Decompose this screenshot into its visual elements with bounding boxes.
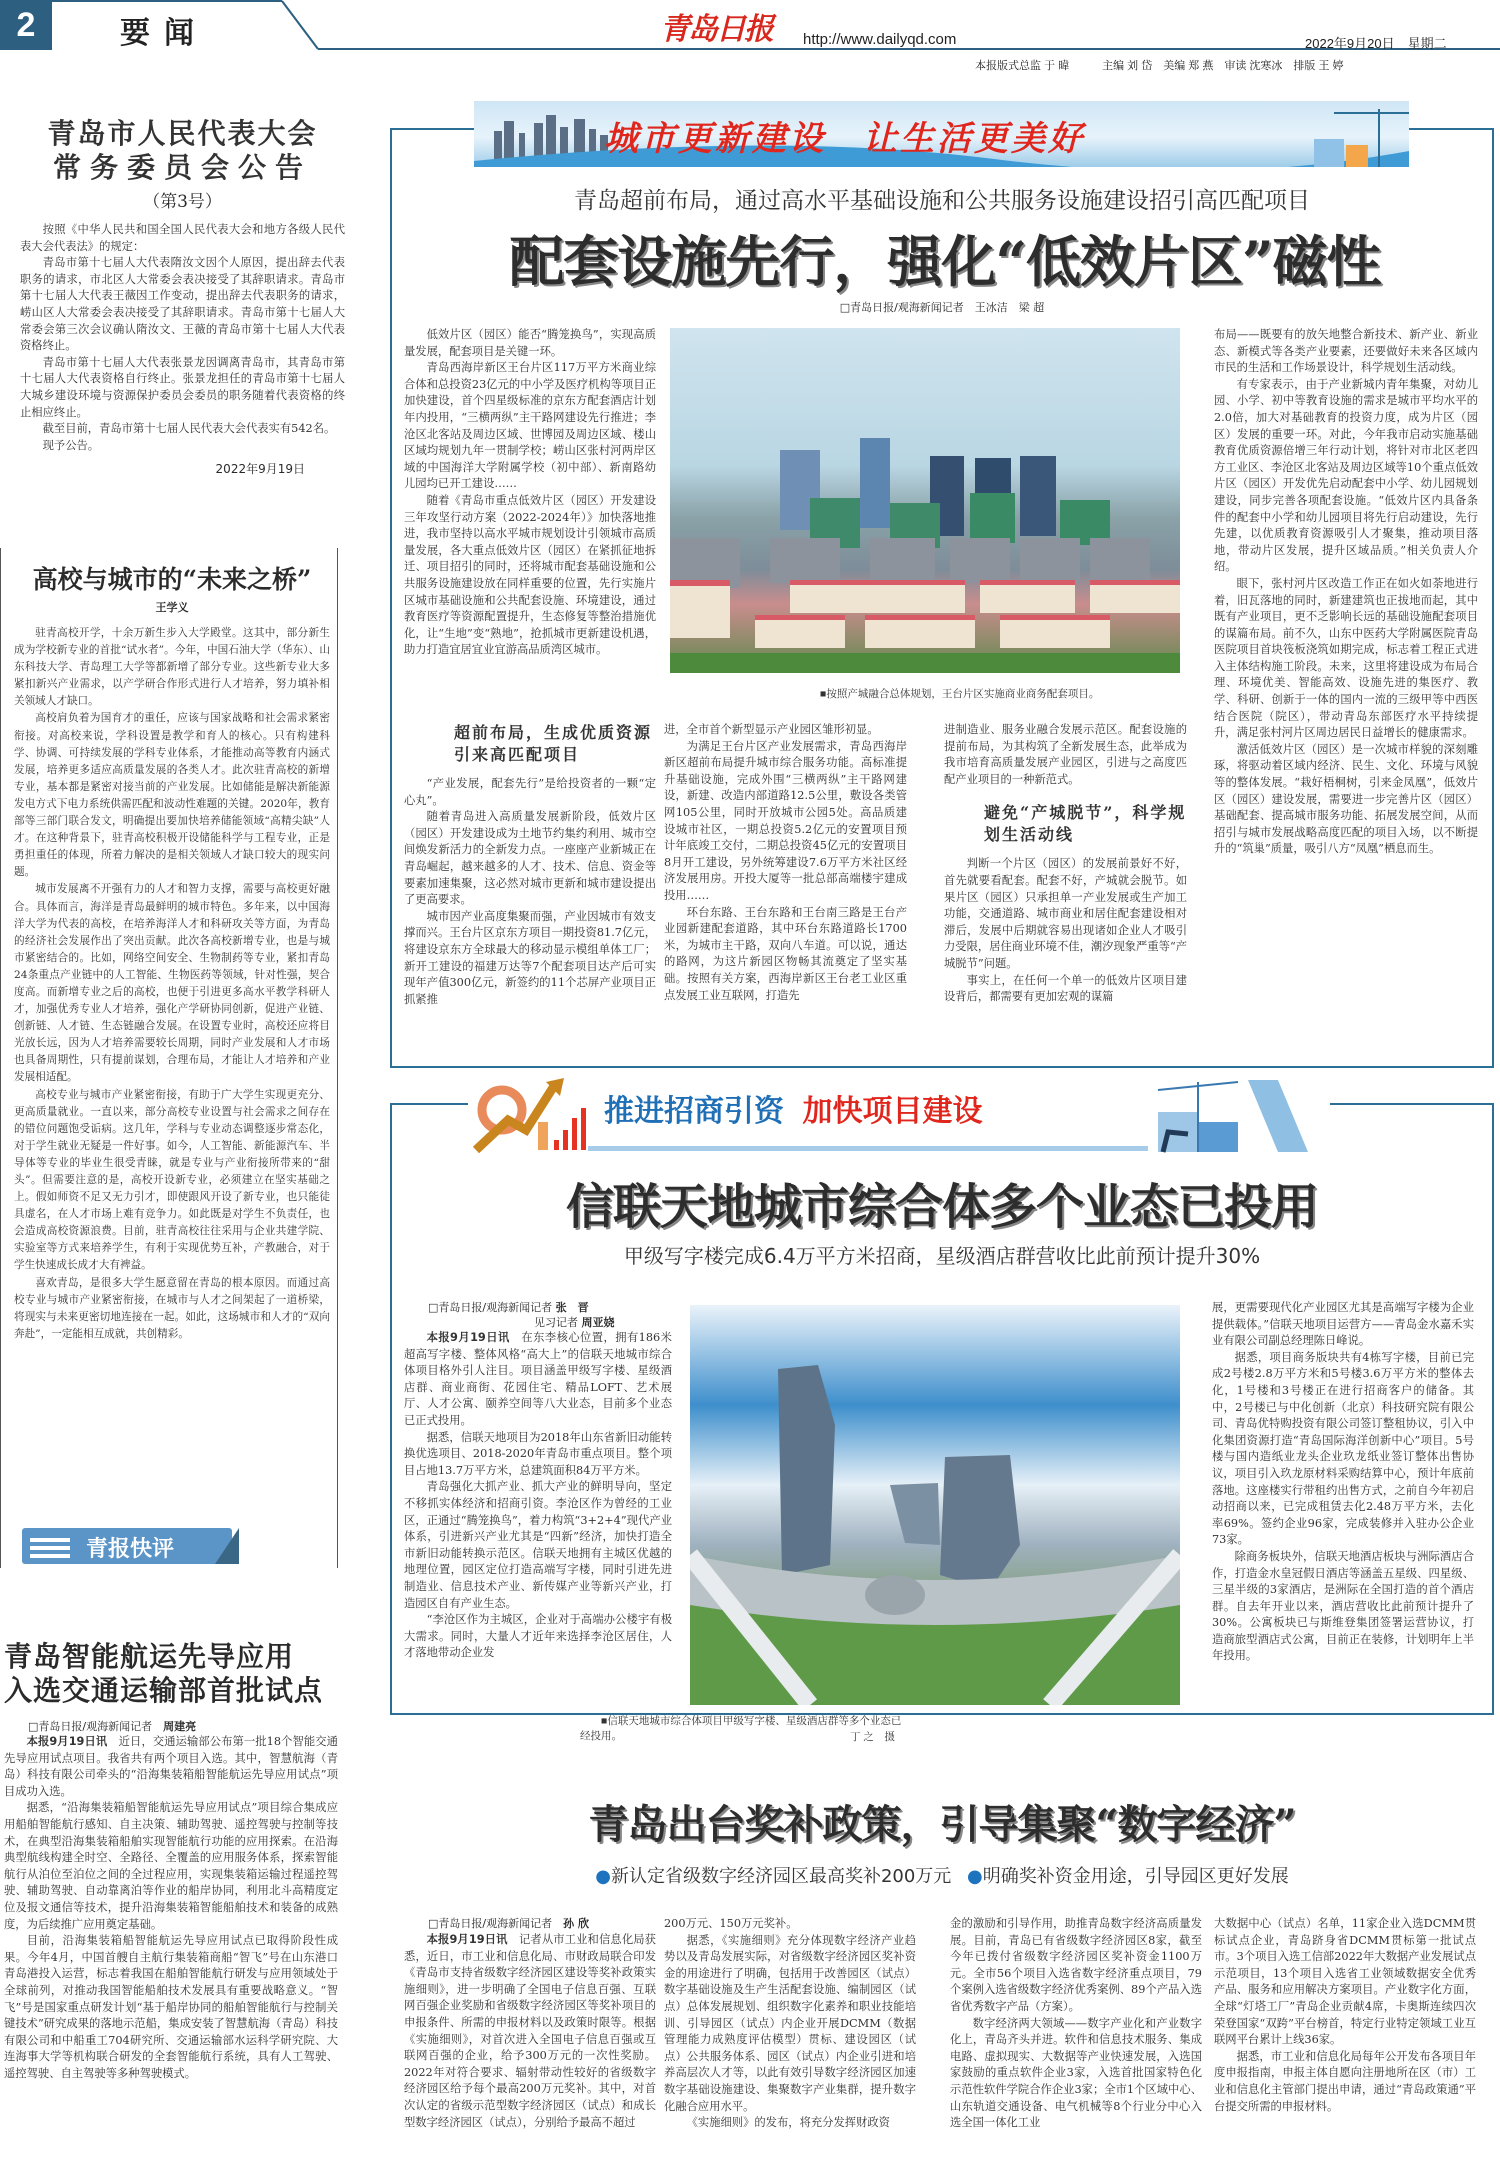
article1-paragraph: 激活低效片区（园区）是一次城市样貌的深刻雕琢，将驱动着区域内经济、民生、文化、环境与风貌等的整体发展。“栽好梧桐树，引来金凤凰”，低效片区（园区）建设发展，需要进一步完善片区（园区）基础配套、提高城市服务功能、拓展发展空间，从而招引与城市发展战略高度匹配的项目入场，以不断提升的“筑巢”质量，吸引八方“凤凰”栖息而生。	[1214, 742, 1478, 856]
article3-col2	[664, 1916, 916, 2132]
article3-bullets	[390, 1862, 1494, 1888]
byline-name: 周建亮	[163, 1720, 197, 1733]
article3-byline	[404, 1916, 656, 1932]
paragraph-text: 在东李核心位置，拥有186米超高写字楼、整体风格“高大上”的信联天地城市综合体项目格外引人注目。项目涵盖甲级写字楼、星级酒店群、商业商街、花园住宅、精品LOFT、艺术展厅、人才公寓、颐养空间等八大业态，目前多个业态已正式投用。	[404, 1331, 672, 1427]
article1-col4	[1214, 327, 1478, 858]
city-construction-image	[670, 328, 1180, 673]
article1-col2	[664, 722, 907, 1004]
article1-paragraph: “产业发展，配套先行”是给投资者的一颗“定心丸”。	[404, 777, 656, 807]
byline-name: 孙 欣	[563, 1917, 589, 1930]
article2-paragraph: 据悉，项目商务版块共有4栋写字楼，目前已完成2号楼2.8万平方米和5号楼3.6万平方米的整体去化，1号楼和3号楼正在进行招商客户的储备。其中，2号楼已与中化创新（北京）科技研究院有限公司、青岛优特购投资有限公司签订整租协议，引入中化集团资源打造“青岛国际海洋创新中心”项目。5号楼与国内造纸业龙头企业玖龙纸业签订整体出售协议，项目引入玖龙原材料采购结算中心，预计年底前落地。这座楼实行带租约出售方式，之前自今年初启动招商以来，已完成租赁去化2.48万平方米，去化率69%。签约企业96家，完成装修并入驻办公企业73家。	[1212, 1350, 1474, 1547]
article3-paragraph: 200万元、150万元奖补。	[664, 1917, 798, 1930]
notice-number: （第3号）	[143, 192, 222, 212]
article2-photo	[690, 1305, 1180, 1705]
issue-date: 2022年9月20日 星期二	[1305, 36, 1447, 51]
notice-paragraph: 青岛市第十七届人大代表隋汝文因个人原因，提出辞去代表职务的请求，市北区人大常委会表决接受了其辞职请求。青岛市第十七届人大代表王薇因工作变动，提出辞去代表职务的请求，崂山区人大常委会表决接受了其辞职请求。青岛市第十七届人大常委会第三次会议确认隋汝文、王薇的青岛市第十七届人大代表资格终止。	[20, 256, 345, 353]
article1-kicker: 青岛超前布局，通过高水平基础设施和公共服务设施建设招引高匹配项目	[574, 188, 1310, 214]
commentary-paragraph: 高校专业与城市产业紧密衔接，有助于广大学生实现更充分、更高质量就业。一直以来，部分高校专业设置与社会需求之间存在的错位问题饱受诟病。这几年，学科与专业动态调整逐步常态化，对于学生就业无疑是一件好事。如今，人工智能、新能源汽车、半导体等专业的毕业生很受青睐，就是专业与产业衔接所带来的“甜头”。但需要注意的是，高校开设新专业，必须建立在坚实基础之上。假如师资不足又无力引才，即使跟风开设了新专业，也只能徒具虚名，在人才市场上难有竞争力。如此既是对学生不负责任，也会造成高校资源浪费。目前，驻青高校往往采用与企业共建学院、实验室等方式来培养学生，有利于实现优势互补，产教融合，对于学生快速成长成才大有裨益。	[14, 1088, 330, 1272]
article2-paragraph: “李沧区作为主城区，企业对于高端办公楼宇有极大需求。同时，大量人才近年来选择李沧区居住，人才落地带动企业发	[404, 1613, 672, 1660]
column-badge	[22, 1528, 232, 1564]
article1-paragraph: 青岛西海岸新区王台片区117万平方米商业综合体和总投资23亿元的中小学及医疗机构等项目正加快建设，首个四星级标准的京东方配套酒店计划年内投用，“三横两纵”主干路网建设先行推进；李沧区北客站及周边区域、世博园及周边区域、楼山区域均规划九年一贯制学校；崂山区张村河两岸区域的中国海洋大学附属学校（初中部）、新南路幼儿园均已开工建设……	[404, 361, 656, 491]
article3-paragraph	[404, 1932, 656, 2131]
article2-banner	[468, 1072, 1330, 1158]
article1-paragraph: 进制造业、服务业融合发展示范区。配套设施的提前布局，为其构筑了全新发展生态，此举成为我市培育高质量发展产业园区，引进与之高度匹配产业项目的一种新范式。	[944, 723, 1187, 786]
box-top-rule	[1330, 1103, 1494, 1105]
newspaper-logo: 青岛日报	[660, 12, 772, 47]
notice-title-line2: 常务委员会公告	[52, 151, 312, 184]
article1-banner	[474, 101, 1409, 167]
article1-paragraph: 有专家表示，由于产业新城内青年集聚，对幼儿园、小学、初中等教育设施的需求是城市平均水平的2.0倍，加大对基础教育的投资力度，成为片区（园区）发展的重要一环。对此，今年我市启动实施基础教育优质资源倍增三年行动计划，将针对市北区老四方工业区、李沧区北客站及周边区域等10个重点低效片区（园区）开发优先启动配套中小学、幼儿园规划建设，同步完善各项配套设施。“低效片区内具备条件的配套中小学和幼儿园项目将先行启动建设，先行先建，以优质教育资源吸引人才聚集，推动项目落地，带动片区发展，提升区域品质。”相关负责人介绍。	[1214, 377, 1478, 574]
skyscraper-complex-image	[690, 1305, 1180, 1705]
shipping-paragraph: 据悉，“沿海集装箱船智能航运先导应用试点”项目综合集成应用船舶智能航行感知、自主决策、辅助驾驶、遥控驾驶与控制等技术，在典型沿海集装箱船舶实现智能航行功能的应用探索。在沿海典型航线构建全时空、全路径、全覆盖的应用服务体系，探索智能航行从泊位至泊位之间的全过程应用，实现集装箱运输过程遥控驾驶、辅助驾驶、自动靠离泊等作业的船岸协同，利用北斗高精度定位及报文通信等技术，提升沿海集装箱智能船舶技术和装备的成熟度，为后续推广应用奠定基础。	[4, 1801, 338, 1931]
notice-paragraph: 按照《中华人民共和国全国人民代表大会和地方各级人民代表大会代表法》的规定：	[20, 223, 345, 253]
shipping-paragraph: 目前，沿海集装箱船智能航运先导应用试点已取得阶段性成果。今年4月，中国首艘自主航行集装箱商船“智飞”号在山东港口青岛港投入运营，标志着我国在船舶智能航行研发与应用领域处于全球前列，对推动我国智能船舶技术发展具有重要战略意义。“智飞”号是国家重点研发计划“基于船岸协同的船舶智能航行与控制关键技术”研究成果的落地示范船，集成安装了智慧航海（青岛）科技有限公司和中船重工704研究所、交通运输部水运科学研究院、大连海事大学等机构联合研发的全套智能航行系统，具有人工驾驶、遥控驾驶、自主驾驶等多种驾驶模式。	[4, 1934, 338, 2080]
byline-name: 周亚娆	[581, 1316, 615, 1329]
article1-paragraph: 随着《青岛市重点低效片区（园区）开发建设三年攻坚行动方案（2022-2024年）》加快落地推进，我市坚持以高水平城市规划设计引领城市高质量发展，各大重点低效片区（园区）在紧抓征地拆迁、项目招引的同时，还将城市配套基础设施和公共服务设施建设放在同样重要的位置，先行实施片区城市基础设施和公共配套设施、环境建设，通过教育医疗等资源配置提升，生态修复等整治措施优化，让“生地”变“熟地”，抢抓城市更新建设机遇，助力打造宜居宜业宜游高品质湾区城市。	[404, 493, 656, 657]
commentary-paragraph: 驻青高校开学，十余万新生步入大学殿堂。这其中，部分新生成为学校新专业的首批“试水者”。今年，中国石油大学（华东）、山东科技大学、青岛理工大学等都新增了部分专业。这些新专业大多紧扣新兴产业需求，以产学研合作形式进行人才培养，努力填补相关领域人才缺口。	[14, 627, 330, 708]
article3-paragraph: 据悉，市工业和信息化局每年公开发布各项目年度申报指南，申报主体自愿向注册地所在区（市）工业和信息化主管部门提出申请，通过“青岛政策通”平台提交所需的申报材料。	[1214, 2049, 1476, 2113]
notice-date: 2022年9月19日	[215, 462, 305, 477]
shipping-byline	[28, 1718, 338, 1734]
article1-paragraph: 城市因产业高度集聚而强，产业因城市有效支撑而兴。王台片区京东方项目一期投资81.7亿元，将建设京东方全球最大的移动显示模组单体工厂；新开工建设的福建万达等7个配套项目达产后可实现年产值300亿元，新签约的11个芯屏产业项目正抓紧推	[404, 909, 656, 1006]
article2-photo-credit: 丁 之 摄	[850, 1731, 895, 1743]
notice-paragraph: 青岛市第十七届人大代表张景龙因调离青岛市，其青岛市第十七届人大代表资格自行终止。张景龙担任的青岛市第十七届人大城乡建设环境与资源保护委员会委员的职务随着代表资格的终止相应终止。	[20, 355, 345, 419]
article1-headline: 配套设施先行，强化“低效片区”磁性	[509, 229, 1381, 294]
bullet-dot-icon: ●	[595, 1866, 611, 1887]
commentary-paragraph: 喜欢青岛，是很多大学生愿意留在青岛的根本原因。而通过高校专业与城市产业紧密衔接，在城市与人才之间架起了一道桥梁，将现实与未来更密切地连接在一起。如此，这场城市和人才的“双向奔赴”，一定能相互成就，共创精彩。	[14, 1276, 330, 1340]
dateline: 本报9月19日讯	[426, 1331, 510, 1344]
section-title: 要闻	[120, 16, 208, 51]
article2-left-col	[404, 1300, 672, 1662]
article1-paragraph: 眼下，张村河片区改造工作正在如火如荼地进行着，旧瓦落地的同时，新建建筑也正拔地而起，其中既有产业项目，更不乏影响长远的基础设施配套项目的谋篇布局。前不久，山东中医药大学附属医院青岛医院项目首块筏板浇筑如期完成，标志着工程正式进入主体结构施工阶段。未来，这里将建设成为布局合理、环境优美、智能高效、设施先进的集医疗、教学、科研、创新于一体的国内一流的三级甲等中西医结合医院（院区），带动青岛东部医疗水平持续提升，满足张村河片区周边居民日益增长的健康需求。	[1214, 576, 1478, 740]
article2-right-col	[1212, 1300, 1474, 1665]
article1-subhead-2: 避免“产城脱节”，科学规划生活动线	[984, 803, 1187, 845]
article3-paragraph: 据悉，《实施细则》充分体现数字经济产业趋势以及青岛发展实际，对省级数字经济园区奖补资金的用途进行了明确，包括用于改善园区（试点）数字基础设施及生产生活配套设施、编制园区（试点）总体发展规划、组织数字化素养和职业技能培训、引导园区（试点）内企业开展DCMM（数据管理能力成熟度评估模型）贯标、建设园区（试点）公共服务体系、园区（试点）内企业引进和培养高层次人才等，以此有效引导数字经济园区加速数字基础设施建设、集聚数字产业集群，提升数字化融合应用水平。	[664, 1933, 916, 2113]
commentary-paragraph: 高校肩负着为国育才的重任，应该与国家战略和社会需求紧密衔接。对高校来说，学科设置是教学和育人的核心。只有构建科学、协调、可持续发展的学科专业体系，才能推动高等教育内涵式发展，培养更多适应高质量发展的各类人才。此次驻青高校的新增专业，基本都是紧密对接当前的产业发展。比如储能是解决新能源发电方式下电力系统供需匹配和波动性难题的关键。2020年，教育部等三部门联合发文，明确提出要加快培养储能领域“高精尖缺”人才。在这种背景下，驻青高校积极开设储能科学与工程专业，正是勇担重任的体现，所着力解决的是相关领域人才缺口较大的现实问题。	[14, 712, 330, 879]
editor-credits: 本报版式总监 于 暐 主编 刘 岱 美编 郑 燕 审读 沈寒冰 排版 王 婷	[975, 60, 1344, 72]
notice-article	[20, 117, 345, 477]
article1-paragraph: 为满足王台片区产业发展需求，青岛西海岸新区超前布局提升城市综合服务功能。高标准提升基础设施，完成外围“三横两纵”主干路网建设，新建、改造内部道路12.5公里，敷设各类管网105公里，同时开放城市公园5处。高品质建设城市社区，一期总投资5.2亿元的安置项目预计年底竣工交付，二期总投资45亿元的安置项目8月开工建设，另外统筹建设7.6万平方米社区经济发展用房。开投大厦等一批总部高端楼宇建成投用……	[664, 739, 907, 902]
article2-byline	[404, 1300, 672, 1315]
article1-photo	[670, 328, 1180, 673]
article1-paragraph: 进，全市首个新型显示产业园区雏形初显。	[664, 723, 879, 736]
article2-paragraph: 青岛强化大抓产业、抓大产业的鲜明导向，坚定不移抓实体经济和招商引资。李沧区作为曾经的工业区，正通过“腾笼换鸟”，着力构筑“3+2+4”现代产业体系，引进新兴产业尤其是“四新”经济，加快打造全市新旧动能转换示范区。信联天地拥有主城区优越的地理位置，园区定位打造高端写字楼，同时引进先进制造业、信息技术产业、新传媒产业等新兴产业，打造园区自有产业生态。	[404, 1480, 672, 1610]
article3-paragraph: 《实施细则》的发布，将充分发挥财政资	[686, 2116, 890, 2130]
notice-title-line1: 青岛市人民代表大会	[47, 117, 318, 150]
article1-byline: □青岛日报/观海新闻记者 王冰洁 梁 超	[839, 301, 1045, 314]
article1-paragraph: 低效片区（园区）能否“腾笼换鸟”，实现高质量发展，配套项目是关键一环。	[404, 328, 656, 358]
article3-headline: 青岛出台奖补政策，引导集聚“数字经济”	[588, 1801, 1296, 1848]
article3-col1	[404, 1916, 656, 2131]
page-number: 2	[0, 0, 52, 50]
commentary-author: 王学义	[155, 601, 189, 614]
article2-paragraph: 据悉，信联天地项目为2018年山东省新旧动能转换优选项目、2018-2020年青岛市重点项目。整个项目占地13.7万平方米，总建筑面积84万平方米。	[404, 1430, 672, 1477]
byline-prefix: □青岛日报/观海新闻记者	[28, 1720, 153, 1733]
article3-paragraph: 数字经济两大领域——数字产业化和产业数字化上，青岛齐头并进。软件和信息技术服务、集成电路、虚拟现实、大数据等产业快速发展，入选国家鼓励的重点软件企业3家，入选首批国家特色化示范性软件学院合作企业3家；全市1个区域中心、山东轨道交通设备、电气机械等8个行业分中心入选全国一体化工业	[950, 2016, 1202, 2130]
article1-paragraph: 判断一个片区（园区）的发展前景好不好，首先就要看配套。配套不好，产城就会脱节。如果片区（园区）只承担单一产业发展或生产加工功能，交通道路、城市商业和居住配套建设相对滞后，发展中后期就容易出现诸如企业人才吸引力受限，居住商业环境不佳，潮汐现象严重等“产城脱节”问题。	[944, 857, 1188, 970]
commentary-title: 高校与城市的“未来之桥”	[32, 565, 312, 594]
byline-prefix: □青岛日报/观海新闻记者	[428, 1301, 553, 1314]
website-link[interactable]: http://www.dailyqd.com	[803, 31, 957, 48]
article2-banner-text	[604, 1086, 982, 1130]
article2-photo-caption: ■信联天地城市综合体项目甲级写字楼、星级酒店群等多个业态已经投用。	[580, 1715, 902, 1742]
paragraph-text: 记者从市工业和信息化局获悉，近日，市工业和信息化局、市财政局联合印发《青岛市支持省级数字经济园区建设等奖补政策实施细则》，进一步明确了全国电子信息百强、互联网百强企业奖励和省级数字经济园区等奖补项目的申报条件、所需的申报材料以及政策时限等。根据《实施细则》，对首次进入全国电子信息百强或互联网百强的企业，给予300万元的一次性奖励。2022年对符合要求、辐射带动性较好的省级数字经济园区给予每个最高200万元奖补。其中，对首次认定的省级示范型数字经济园区（试点）和成长型数字经济园区（试点），分别给予最高不超过	[404, 1933, 656, 2129]
article1-col1b	[404, 722, 656, 1008]
article3-col3	[950, 1916, 1202, 2132]
notice-paragraph: 截至目前，青岛市第十七届人民代表大会代表实有542名。	[42, 422, 336, 436]
notice-paragraph: 现予公告。	[42, 438, 100, 452]
article2-paragraph: 展，更需要现代化产业园区尤其是高端写字楼为企业提供载体。”信联天地项目运营方——青岛金水嘉禾实业有限公司副总经理陈日峰说。	[1212, 1301, 1474, 1348]
article2-headline: 信联天地城市综合体多个业态已投用	[565, 1179, 1318, 1235]
byline-prefix: 见习记者	[534, 1316, 578, 1329]
byline-name: 张 晋	[555, 1301, 589, 1314]
article3-bullet-2: 明确奖补资金用途，引导园区更好发展	[982, 1866, 1289, 1887]
article2-byline-2	[404, 1315, 672, 1330]
commentary-paragraph: 城市发展离不开强有力的人才和智力支撑，需要与高校更好融合。具体而言，海洋是青岛最鲜明的城市特色。多年来，以中国海洋大学为代表的高校，在培养海洋人才和科研攻关等方面，为青岛的经济社会发展作出了突出贡献。此次各高校新增专业，也是与城市紧密结合的。比如，网络空间安全、生物制药等专业，紧扣青岛24条重点产业链中的人工智能、生物医药等领域，针对性强，契合度高。而新增专业之后的高校，也便于引进更多高水平教学科研人才，加强优秀专业人才培养，强化产学研协同创新，促进产业链、创新链、人才链、生态链融合发展。在设置专业时，高校还应将目光放长远，因为人才培养需要较长周期，同时产业发展和人才市场也具备周期性，只有提前谋划，合理布局，才能让人才培养和产业发展相适配。	[14, 883, 330, 1084]
article1-paragraph: 布局——既要有的放矢地整合新技术、新产业、新业态、新模式等各类产业要素，还要做好未来各区域内市民的生活和工作场景设计，科学规划生活动线。	[1214, 328, 1478, 375]
column-badge-label: 青报快评	[86, 1536, 175, 1562]
shipping-title-line1: 青岛智能航运先导应用	[4, 1640, 295, 1673]
shipping-title-line2: 入选交通运输部首批试点	[4, 1674, 324, 1707]
article1-col1	[404, 327, 656, 659]
byline-prefix: □青岛日报/观海新闻记者	[428, 1917, 553, 1930]
article1-photo-caption: ■按照产城融合总体规划，王台片区实施商业商务配套项目。	[820, 688, 1100, 700]
badge-city-icon	[215, 1528, 239, 1564]
article3-paragraph: 大数据中心（试点）名单，11家企业入选DCMM贯标试点企业，青岛跻身省DCMM贯标第一批试点市。3个项目入选工信部2022年大数据产业发展试点示范项目，13个项目入选省工业领域数据安全优秀产品、服务和应用解决方案项目。产业数字化方面，全球“灯塔工厂”青岛企业贡献4席，卡奥斯连续四次荣登国家“双跨”平台榜首，特定行业特定领域工业互联网平台累计上线36家。	[1214, 1917, 1476, 2047]
article1-banner-text: 城市更新建设 让生活更美好	[604, 119, 1085, 159]
shipping-article	[4, 1640, 338, 2082]
notepad-icon	[30, 1538, 70, 1542]
banner-text-blue: 推进招商引资	[604, 1094, 784, 1129]
dateline: 本报9月19日讯	[426, 1933, 508, 1946]
dateline: 本报9月19日讯	[26, 1735, 108, 1748]
banner-text-red: 加快项目建设	[802, 1094, 983, 1129]
shipping-paragraph	[4, 1734, 338, 1800]
article2-paragraph: 除商务板块外，信联天地酒店板块与洲际酒店合作，打造金水皇冠假日酒店等涵盖五星级、四星级、三星半级的3家酒店，是洲际在全国打造的首个酒店群。自去年开业以来，酒店营收比此前预计提升了30%。公寓板块已与斯维登集团签署运营协议，打造商旅型酒店式公寓，目前正在装修，计划明年上半年投用。	[1212, 1549, 1474, 1663]
article2-subheadline: 甲级写字楼完成6.4万平方米招商，星级酒店群营收比此前预计提升30%	[623, 1244, 1261, 1268]
article1-paragraph: 环台东路、王台东路和王台南三路是王台产业园新建配套道路，其中环台东路道路长1700米，为城市主干路，双向八车道。可以说，通达的路网，为这片新园区物畅其流奠定了坚实基础。按照有关方案，西海岸新区王台老工业区重点发展工业互联网，打造先	[664, 905, 907, 1002]
paragraph-text: 近日，交通运输部公布第一批18个智能交通先导应用试点项目。我省共有两个项目入选。其中，智慧航海（青岛）科技有限公司牵头的“沿海集装箱船智能航运先导应用试点”项目成功入选。	[4, 1735, 338, 1798]
article3-bullet-1: 新认定省级数字经济园区最高奖补200万元	[610, 1866, 952, 1887]
box-top-rule	[390, 1103, 468, 1105]
article2-paragraph	[404, 1330, 672, 1430]
article1-paragraph: 事实上，在任何一个单一的低效片区项目建设背后，都需要有更加宏观的谋篇	[944, 973, 1187, 1004]
article1-paragraph: 随着青岛进入高质量发展新阶段，低效片区（园区）开发建设成为土地节约集约利用、城市空间焕发新活力的全新发力点。一座座产业新城正在青岛崛起，越来越多的人才、技术、信息、资金等要素加速集聚，这必然对城市更新和城市建设提出了更高要求。	[404, 810, 656, 907]
bullet-dot-icon: ●	[967, 1866, 983, 1887]
article1-col3	[944, 722, 1187, 1006]
article3-col4	[1214, 1916, 1476, 2115]
commentary-article	[14, 560, 330, 1343]
article1-subhead-1: 超前布局，生成优质资源引来高匹配项目	[454, 723, 653, 764]
article3-paragraph: 金的激励和引导作用，助推青岛数字经济高质量发展。目前，青岛已有省级数字经济园区8家，截至今年已拨付省级数字经济园区奖补资金1100万元。全市56个项目入选省数字经济重点项目，79个案例入选省级数字经济优秀案例、89个产品入选省优秀数字产品（方案）。	[950, 1917, 1202, 2013]
